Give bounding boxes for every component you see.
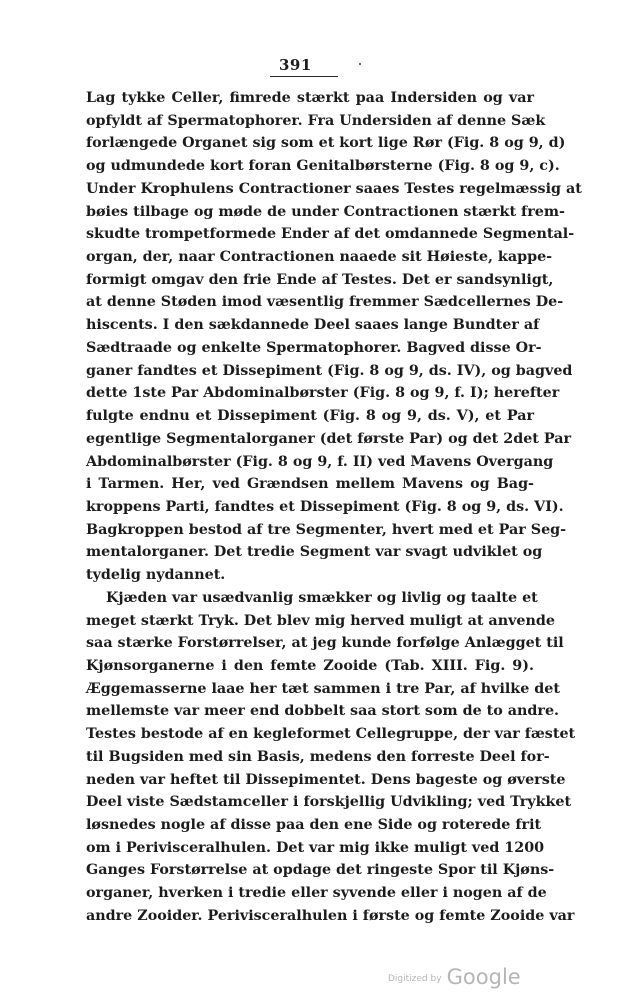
text-line: ganer fandtes et Dissepiment (Fig. 8 og 9, ds. IV), og bagved (86, 362, 573, 379)
text-line: løsnedes nogle af disse paa den ene Side og roterede frit (86, 817, 542, 833)
text-line: bøies tilbage og møde de under Contractionen stærkt frem- (86, 203, 565, 220)
body-text (86, 87, 582, 928)
text-line: Testes bestode af en kegleformet Cellegruppe, der var fæstet (86, 726, 576, 743)
text-line: i Tarmen. Her, ved Grændsen mellem Mavens og Bag- (86, 476, 534, 493)
text-line: organ, der, naar Contractionen naaede sit Høieste, kappe- (86, 249, 553, 266)
digitized-by-google-watermark (388, 965, 521, 989)
text-line: skudte trompetformede Ender af det omdannede Segmental- (86, 226, 575, 243)
text-line: fulgte endnu et Dissepiment (Fig. 8 og 9, ds. V), et Par (86, 408, 534, 425)
text-line: opfyldt af Spermatophorer. Fra Undersiden af denne Sæk (86, 112, 546, 129)
text-line: Æggemasserne laae her tæt sammen i tre Par, af hvilke det (86, 680, 560, 697)
watermark-prefix: Digitized by (388, 974, 442, 984)
text-line: om i Perivisceralhulen. Det var mig ikke muligt ved 1200 (86, 839, 545, 856)
text-line: Deel viste Sædstamceller i forskjellig Udvikling; ved Trykket (86, 794, 572, 811)
text-line: mellemste var meer end dobbelt saa stort som de to andre. (86, 703, 560, 720)
text-line: at denne Støden imod væsentlig fremmer Sædcellernes De- (86, 294, 564, 311)
text-line: Bagkroppen bestod af tre Segmenter, hvert med et Par Seg- (86, 521, 567, 538)
text-line: Kjønsorganerne i den femte Zooide (Tab. XIII. Fig. 9). (86, 657, 534, 674)
watermark-brand: Google (446, 965, 521, 989)
text-line: forlængede Organet sig som et kort lige Rør (Fig. 8 og 9, d) (86, 135, 566, 152)
text-line: andre Zooider. Perivisceralhulen i første og femte Zooide var (86, 907, 575, 924)
text-line: saa stærke Forstørrelser, at jeg kunde forfølge Anlægget til (86, 635, 564, 652)
text-line: egentlige Segmentalorganer (det første Par) og det 2det Par (86, 430, 572, 447)
text-line-paragraph-end: tydelig nydannet. (86, 567, 226, 584)
page-number-rule (270, 76, 338, 77)
text-line: og udmundede kort foran Genitalbørsterne (Fig. 8 og 9, c). (86, 158, 560, 175)
print-speck (359, 63, 361, 65)
text-line: Sædtraade og enkelte Spermatophorer. Bagved disse Or- (86, 339, 542, 356)
text-line-paragraph-start: Kjæden var usædvanlig smækker og livlig og taalte et (106, 589, 538, 606)
text-line: til Bugsiden med sin Basis, medens den forreste Deel for- (86, 748, 550, 765)
text-line: Ganges Forstørrelse at opdage det ringeste Spor til Kjøns- (86, 862, 555, 879)
text-line: mentalorganer. Det tredie Segment var svagt udviklet og (86, 544, 543, 561)
text-line: kroppens Parti, fandtes et Dissepiment (Fig. 8 og 9, ds. VI). (86, 498, 564, 515)
text-line: organer, hverken i tredie eller syvende eller i nogen af de (86, 885, 547, 902)
text-line: neden var heftet til Dissepimentet. Dens bageste og øverste (86, 771, 566, 788)
page-number: 391 (279, 56, 312, 74)
text-line: Lag tykke Celler, fimrede stærkt paa Indersiden og var (86, 90, 534, 106)
text-line: Under Krophulens Contractioner saaes Testes regelmæssig at (86, 180, 582, 197)
text-line: hiscents. I den sækdannede Deel saaes lange Bundter af (86, 317, 540, 334)
text-line: formigt omgav den frie Ende af Testes. Det er sandsynligt, (86, 271, 554, 288)
text-line: Abdominalbørster (Fig. 8 og 9, f. II) ved Mavens Overgang (86, 453, 554, 470)
text-line: dette 1ste Par Abdominalbørster (Fig. 8 og 9, f. I); herefter (86, 385, 560, 402)
text-line: meget stærkt Tryk. Det blev mig herved muligt at anvende (86, 612, 555, 629)
